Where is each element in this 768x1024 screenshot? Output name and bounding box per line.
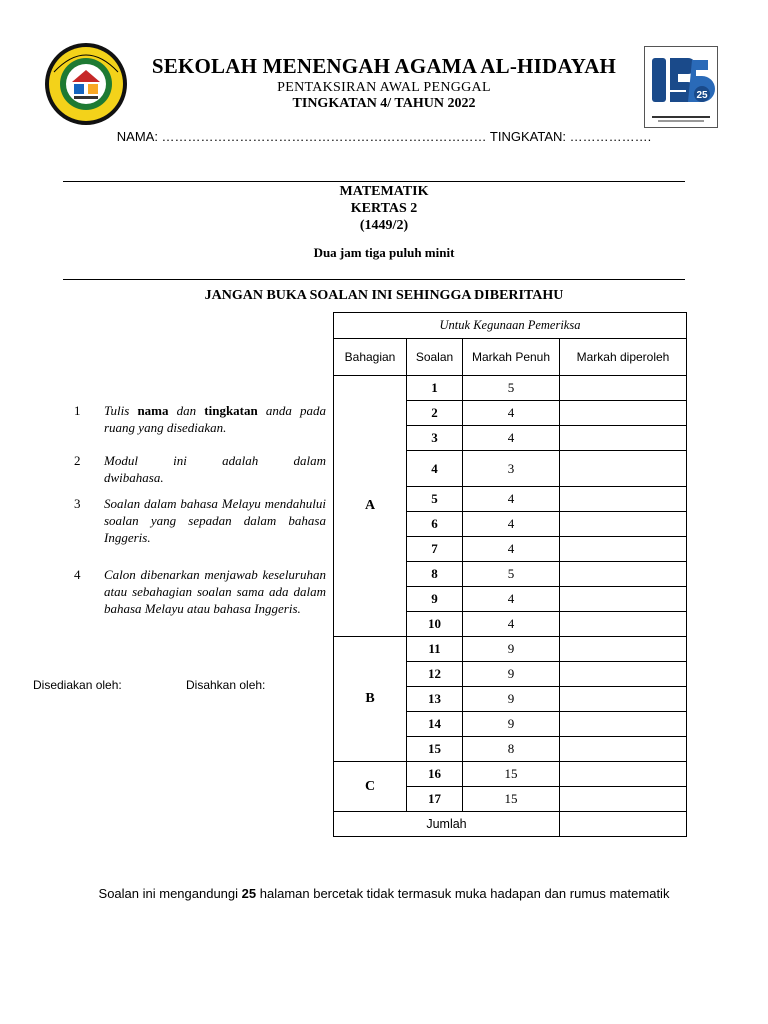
subject-title: MATEMATIK bbox=[339, 184, 429, 199]
exam-duration: Dua jam tiga puluh minit bbox=[313, 245, 455, 260]
instruction-text: Tulis bbox=[104, 403, 138, 418]
question-number-cell: 4 bbox=[407, 451, 463, 487]
marks-obtained-cell[interactable] bbox=[560, 401, 687, 426]
exam-name: PENTAKSIRAN AWAL PENGGAL bbox=[277, 80, 491, 95]
full-marks-cell: 9 bbox=[463, 687, 560, 712]
question-number-cell: 3 bbox=[407, 426, 463, 451]
question-number-cell: 8 bbox=[407, 562, 463, 587]
total-marks-cell[interactable] bbox=[560, 812, 687, 837]
question-number-cell: 16 bbox=[407, 762, 463, 787]
school-name: SEKOLAH MENENGAH AGAMA AL-HIDAYAH bbox=[151, 54, 617, 78]
page-count-note bbox=[0, 886, 768, 901]
footer-text: Soalan ini mengandungi bbox=[98, 886, 242, 901]
divider bbox=[63, 279, 685, 280]
question-number-cell: 15 bbox=[407, 737, 463, 762]
marks-obtained-cell[interactable] bbox=[560, 376, 687, 401]
divider bbox=[63, 181, 685, 182]
total-label: Jumlah bbox=[334, 812, 560, 837]
full-marks-cell: 9 bbox=[463, 637, 560, 662]
marks-obtained-cell[interactable] bbox=[560, 426, 687, 451]
instruction-item bbox=[74, 495, 326, 546]
instruction-text: anda pada ruang yang disediakan. bbox=[104, 403, 327, 435]
table-row bbox=[334, 637, 687, 662]
table-row-total bbox=[334, 812, 687, 837]
full-marks-cell: 15 bbox=[463, 787, 560, 812]
prepared-by-label: Disediakan oleh: bbox=[33, 678, 122, 692]
marks-obtained-cell[interactable] bbox=[560, 762, 687, 787]
question-number-cell: 10 bbox=[407, 612, 463, 637]
approved-by-label: Disahkan oleh: bbox=[186, 678, 266, 692]
section-cell: B bbox=[334, 637, 407, 762]
question-number-cell: 12 bbox=[407, 662, 463, 687]
full-marks-cell: 8 bbox=[463, 737, 560, 762]
table-row bbox=[334, 762, 687, 787]
question-number-cell: 11 bbox=[407, 637, 463, 662]
full-marks-cell: 4 bbox=[463, 537, 560, 562]
marks-obtained-cell[interactable] bbox=[560, 487, 687, 512]
full-marks-cell: 9 bbox=[463, 662, 560, 687]
marks-obtained-cell[interactable] bbox=[560, 537, 687, 562]
question-number-cell: 1 bbox=[407, 376, 463, 401]
question-number-cell: 9 bbox=[407, 587, 463, 612]
full-marks-cell: 4 bbox=[463, 401, 560, 426]
instruction-number: 4 bbox=[74, 567, 81, 582]
full-marks-cell: 4 bbox=[463, 612, 560, 637]
instruction-text: dan bbox=[168, 403, 205, 418]
page-count: 25 bbox=[241, 886, 257, 901]
instruction-number: 3 bbox=[74, 496, 81, 511]
instruction-bold: tingkatan bbox=[204, 403, 258, 418]
footer-text: halaman bercetak tidak termasuk muka hadapan dan rumus matematik bbox=[259, 886, 670, 901]
question-number-cell: 6 bbox=[407, 512, 463, 537]
question-number-cell: 5 bbox=[407, 487, 463, 512]
marks-obtained-cell[interactable] bbox=[560, 587, 687, 612]
marks-obtained-cell[interactable] bbox=[560, 712, 687, 737]
marks-obtained-cell[interactable] bbox=[560, 737, 687, 762]
full-marks-cell: 15 bbox=[463, 762, 560, 787]
instruction-number: 1 bbox=[74, 403, 81, 418]
instruction-item bbox=[74, 566, 326, 617]
column-header-question: Soalan bbox=[407, 339, 463, 376]
full-marks-cell: 3 bbox=[463, 451, 560, 487]
table-title: Untuk Kegunaan Pemeriksa bbox=[334, 313, 687, 339]
question-number-cell: 2 bbox=[407, 401, 463, 426]
form-year: TINGKATAN 4/ TAHUN 2022 bbox=[292, 96, 476, 111]
column-header-full-marks: Markah Penuh bbox=[463, 339, 560, 376]
marks-obtained-cell[interactable] bbox=[560, 562, 687, 587]
full-marks-cell: 4 bbox=[463, 587, 560, 612]
full-marks-cell: 4 bbox=[463, 426, 560, 451]
instruction-text: Modul ini adalah dalam dwibahasa. bbox=[104, 453, 326, 485]
marks-obtained-cell[interactable] bbox=[560, 612, 687, 637]
marks-obtained-cell[interactable] bbox=[560, 637, 687, 662]
section-cell: C bbox=[334, 762, 407, 812]
logo-number: 25 bbox=[696, 90, 708, 101]
marks-obtained-cell[interactable] bbox=[560, 687, 687, 712]
marks-obtained-cell[interactable] bbox=[560, 662, 687, 687]
paper-number: KERTAS 2 bbox=[350, 201, 418, 216]
question-number-cell: 17 bbox=[407, 787, 463, 812]
name-field-line: NAMA: ………………………………………………………………… TINGKATAN: ………………. bbox=[116, 129, 652, 144]
section-cell: A bbox=[334, 376, 407, 637]
question-number-cell: 7 bbox=[407, 537, 463, 562]
instruction-text: Calon dibenarkan menjawab keseluruhan atau sebahagian soalan sama ada dalam bahasa Melayu atau bahasa Inggeris. bbox=[104, 567, 326, 616]
examiner-marks-table bbox=[333, 312, 687, 837]
column-header-section: Bahagian bbox=[334, 339, 407, 376]
marks-obtained-cell[interactable] bbox=[560, 787, 687, 812]
instruction-text: Soalan dalam bahasa Melayu mendahului soalan yang sepadan dalam bahasa Inggeris. bbox=[104, 496, 326, 545]
full-marks-cell: 4 bbox=[463, 512, 560, 537]
table-row bbox=[334, 376, 687, 401]
instruction-item bbox=[74, 402, 326, 436]
full-marks-cell: 9 bbox=[463, 712, 560, 737]
full-marks-cell: 5 bbox=[463, 562, 560, 587]
instruction-bold: nama bbox=[137, 403, 169, 418]
column-header-marks-obtained: Markah diperoleh bbox=[560, 339, 687, 376]
instruction-number: 2 bbox=[74, 453, 81, 468]
question-number-cell: 13 bbox=[407, 687, 463, 712]
instruction-item bbox=[74, 452, 326, 486]
question-number-cell: 14 bbox=[407, 712, 463, 737]
paper-code: (1449/2) bbox=[359, 218, 409, 233]
marks-obtained-cell[interactable] bbox=[560, 451, 687, 487]
warning-notice: JANGAN BUKA SOALAN INI SEHINGGA DIBERITAHU bbox=[204, 288, 564, 303]
full-marks-cell: 5 bbox=[463, 376, 560, 401]
marks-obtained-cell[interactable] bbox=[560, 512, 687, 537]
full-marks-cell: 4 bbox=[463, 487, 560, 512]
